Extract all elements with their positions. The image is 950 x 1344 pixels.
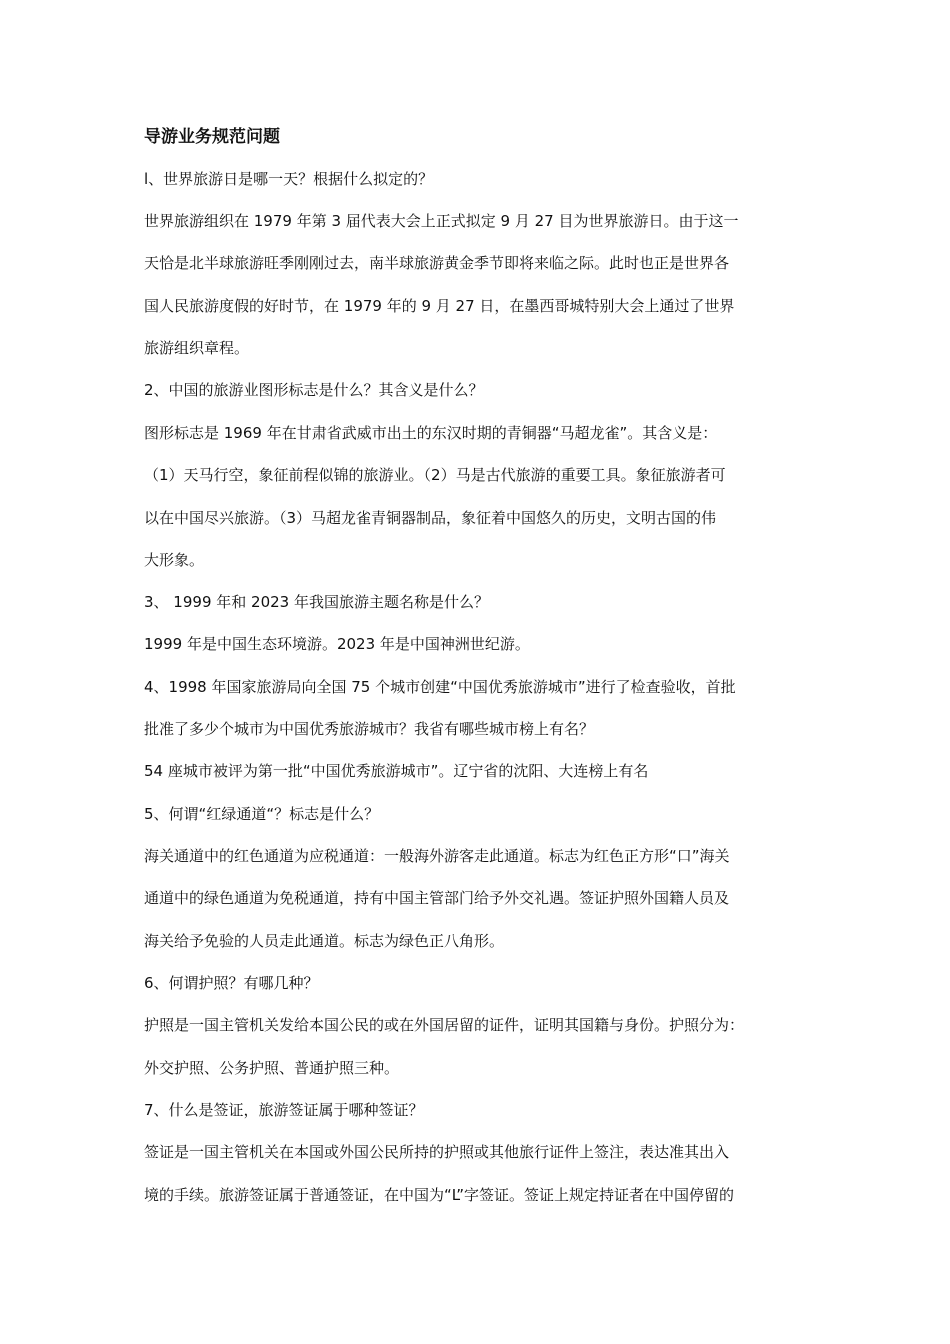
answer-5-line-2: 通道中的绿色通道为免税通道，持有中国主管部门给予外交礼遇。签证护照外国籍人员及 — [144, 889, 730, 907]
answer-7-line-1: 签证是一国主管机关在本国或外国公民所持的护照或其他旅行证件上签注，表达准其出入 — [144, 1143, 730, 1161]
question-5: 5、何谓“红绿通道“？标志是什么？ — [144, 805, 380, 823]
question-6: 6、何谓护照？有哪几种？ — [144, 974, 319, 992]
answer-5-line-1: 海关通道中的红色通道为应税通道：一般海外游客走此通道。标志为红色正方形“口”海关 — [144, 847, 730, 865]
answer-2-line-4: 大形象。 — [144, 551, 205, 569]
question-1: l、世界旅游日是哪一天？根据什么拟定的？ — [144, 170, 434, 188]
answer-1-line-2: 天恰是北半球旅游旺季刚刚过去，南半球旅游黄金季节即将来临之际。此时也正是世界各 — [144, 254, 730, 272]
answer-2-line-3: 以在中国尽兴旅游。（3）马超龙雀青铜器制品，象征着中国悠久的历史，文明古国的伟 — [144, 509, 717, 527]
answer-1-line-3: 国人民旅游度假的好时节，在 1979 年的 9 月 27 日，在墨西哥城特别大会上通过了世界 — [144, 297, 735, 315]
answer-2-line-2: （1）天马行空，象征前程似锦的旅游业。（2）马是古代旅游的重要工具。象征旅游者可 — [144, 466, 726, 484]
answer-5-line-3: 海关给予免验的人员走此通道。标志为绿色正八角形。 — [144, 932, 505, 950]
question-4-line-2: 批准了多少个城市为中国优秀旅游城市？我省有哪些城市榜上有名？ — [144, 720, 595, 738]
answer-6-line-2: 外交护照、公务护照、普通护照三种。 — [144, 1059, 400, 1077]
document-title: 导游业务规范问题 — [144, 127, 280, 147]
answer-2-line-1: 图形标志是 1969 年在甘肃省武威市出土的东汉时期的青铜器“马超龙雀”。其含义是： — [144, 424, 718, 442]
answer-1-line-1: 世界旅游组织在 1979 年第 3 届代表大会上正式拟定 9 月 27 目为世界旅游日。由于这一 — [144, 212, 739, 230]
answer-7-line-2: 境的手续。旅游签证属于普通签证，在中国为“L”字签证。签证上规定持证者在中国停留的 — [144, 1186, 734, 1204]
question-3: 3、 1999 年和 2023 年我国旅游主题名称是什么？ — [144, 593, 489, 611]
answer-3-line-1: 1999 年是中国生态环境游。2023 年是中国神洲世纪游。 — [144, 635, 530, 653]
question-7: 7、什么是签证，旅游签证属于哪种签证？ — [144, 1101, 424, 1119]
answer-4-line-1: 54 座城市被评为第一批“中国优秀旅游城市”。辽宁省的沈阳、大连榜上有名 — [144, 762, 649, 780]
question-4-line-1: 4、1998 年国家旅游局向全国 75 个城市创建“中国优秀旅游城市”进行了检查验收，首批 — [144, 678, 736, 696]
answer-1-line-4: 旅游组织章程。 — [144, 339, 250, 357]
question-2: 2、中国的旅游业图形标志是什么？其含义是什么？ — [144, 381, 484, 399]
answer-6-line-1: 护照是一国主管机关发给本国公民的或在外国居留的证件，证明其国籍与身份。护照分为： — [144, 1016, 745, 1034]
